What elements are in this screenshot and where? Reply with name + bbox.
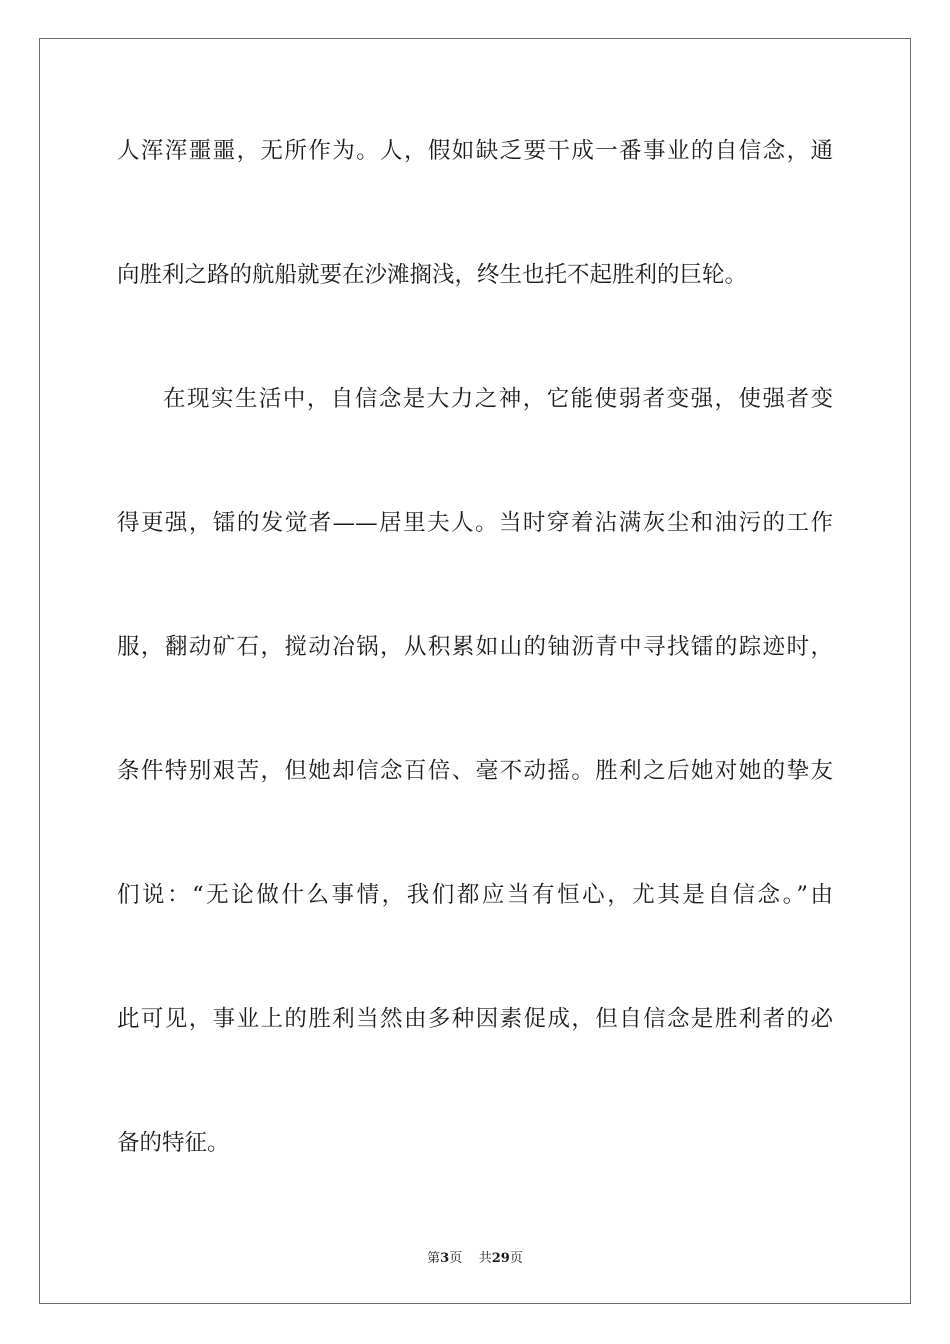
total-prefix: 共 <box>478 1251 492 1266</box>
text-line-9: 备的特征。 <box>117 1130 230 1156</box>
total-suffix: 页 <box>509 1251 523 1266</box>
text-line-8: 此可见，事业上的胜利当然由多种因素促成，但自信念是胜利者的必 <box>117 1006 833 1032</box>
page-current: 3 <box>440 1251 450 1266</box>
text-line-7: 们说：“无论做什么事情，我们都应当有恒心，尤其是自信念。”由 <box>117 882 833 908</box>
page-total: 29 <box>491 1251 510 1266</box>
page-footer <box>0 1247 950 1266</box>
text-line-6: 条件特别艰苦，但她却信念百倍、毫不动摇。胜利之后她对她的挚友 <box>117 758 833 784</box>
text-line-4: 得更强，镭的发觉者——居里夫人。当时穿着沾满灰尘和油污的工作 <box>117 510 833 536</box>
text-line-3: 在现实生活中，自信念是大力之神，它能使弱者变强，使强者变 <box>163 386 833 412</box>
text-line-2: 向胜利之路的航船就要在沙滩搁浅，终生也托不起胜利的巨轮。 <box>117 262 748 288</box>
page-frame <box>39 38 911 1304</box>
text-line-1: 人浑浑噩噩，无所作为。人，假如缺乏要干成一番事业的自信念，通 <box>117 138 833 164</box>
text-line-5: 服，翻动矿石，搅动冶锅，从积累如山的铀沥青中寻找镭的踪迹时， <box>117 634 833 660</box>
page-prefix: 第 <box>427 1251 441 1266</box>
page-suffix: 页 <box>449 1251 463 1266</box>
